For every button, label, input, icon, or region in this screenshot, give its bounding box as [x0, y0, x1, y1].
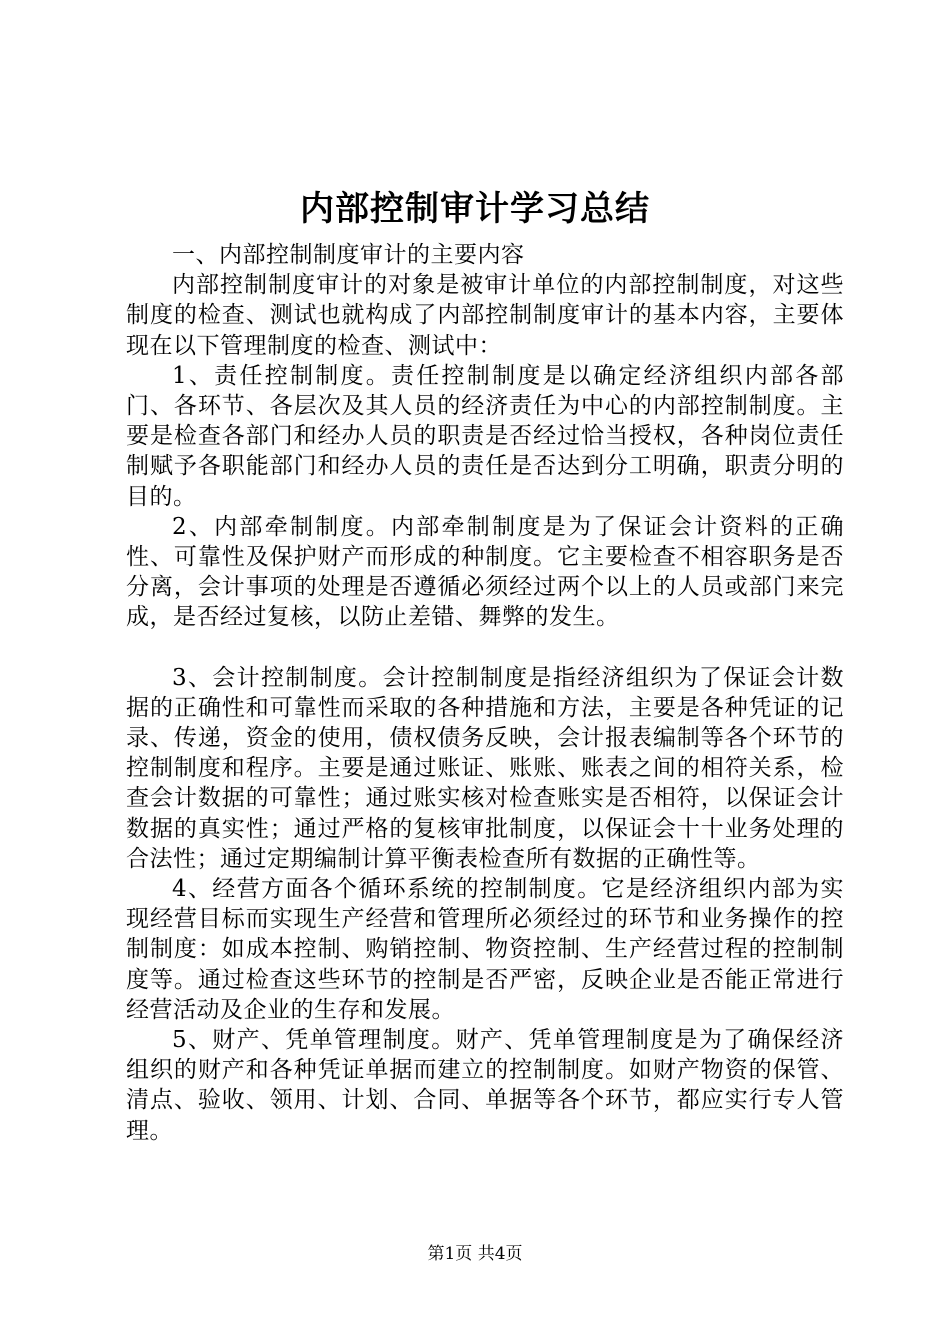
paragraph-responsibility-control: 1、责任控制制度。责任控制制度是以确定经济组织内部各部门、各环节、各层次及其人员的经济责任为中心的内部控制制度。主要是检查各部门和经办人员的职责是否经过恰当授权，各种岗位责任制赋予各职能部门和经办人员的责任是否达到分工明确，职责分明的目的。	[126, 362, 844, 510]
section-heading: 一、内部控制制度审计的主要内容	[172, 242, 525, 268]
paragraph-accounting-control: 3、会计控制制度。会计控制制度是指经济组织为了保证会计数据的正确性和可靠性而采取的各种措施和方法，主要是各种凭证的记录、传递，资金的使用，债权债务反映，会计报表编制等各个环节的控制制度和程序。主要是通过账证、账账、账表之间的相符关系，检查会计数据的可靠性；通过账实核对检查账实是否相符，以保证会计数据的真实性；通过严格的复核审批制度，以保证会十十业务处理的合法性；通过定期编制计算平衡表检查所有数据的正确性等。	[126, 664, 844, 872]
page-footer: 第1页 共4页	[427, 1244, 523, 1264]
paragraph-operation-cycle-control: 4、经营方面各个循环系统的控制制度。它是经济组织内部为实现经营目标而实现生产经营和管理所必须经过的环节和业务操作的控制制度：如成本控制、购销控制、物资控制、生产经营过程的控制制度等。通过检查这些环节的控制是否严密，反映企业是否能正常进行经营活动及企业的生存和发展。	[126, 876, 844, 1023]
paragraph-property-voucher-control: 5、财产、凭单管理制度。财产、凭单管理制度是为了确保经济组织的财产和各种凭证单据而建立的控制制度。如财产物资的保管、清点、验收、领用、计划、合同、单据等各个环节，都应实行专人管理。	[126, 1027, 844, 1144]
paragraph-internal-check: 2、内部牵制制度。内部牵制制度是为了保证会计资料的正确性、可靠性及保护财产而形成的种制度。它主要检查不相容职务是否分离，会计事项的处理是否遵循必须经过两个以上的人员或部门来完成，是否经过复核，以防止差错、舞弊的发生。	[126, 513, 844, 631]
document-title: 内部控制审计学习总结	[300, 189, 650, 229]
document-body	[126, 240, 844, 1146]
intro-paragraph: 内部控制制度审计的对象是被审计单位的内部控制制度，对这些制度的检查、测试也就构成了内部控制制度审计的基本内容，主要体现在以下管理制度的检查、测试中：	[126, 272, 844, 359]
paragraph-spacer	[126, 633, 844, 663]
